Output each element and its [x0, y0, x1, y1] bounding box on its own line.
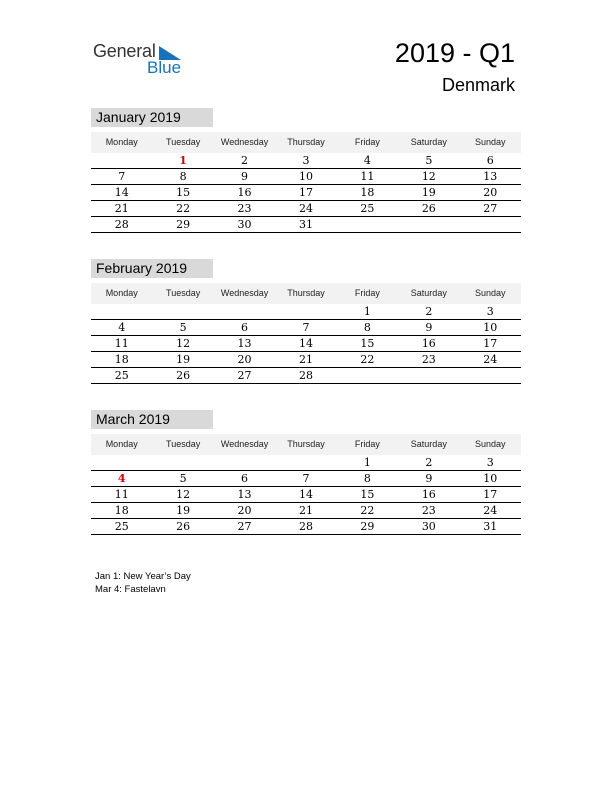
day-cell: 20: [237, 504, 252, 517]
day-cell: 7: [118, 170, 126, 183]
day-cell: 1: [179, 154, 187, 167]
day-cell: 23: [421, 504, 436, 517]
weekday-label: Sunday: [474, 288, 506, 298]
weekday-label: Thursday: [287, 137, 325, 147]
day-cell: 24: [483, 504, 498, 517]
page-title: 2019 - Q1: [394, 38, 515, 68]
day-cell: 13: [483, 170, 498, 183]
day-cell: 30: [237, 218, 252, 231]
day-cell: 18: [360, 186, 375, 199]
day-cell: 14: [114, 186, 129, 199]
weekday-label: Saturday: [410, 439, 447, 449]
weekday-label: Tuesday: [166, 439, 201, 449]
day-cell: 30: [421, 520, 436, 533]
day-cell: 14: [298, 337, 313, 350]
weekday-label: Friday: [354, 439, 380, 449]
day-cell: 10: [298, 170, 313, 183]
holiday-note: Mar 4: Fastelavn: [95, 584, 166, 595]
day-cell: 8: [179, 170, 187, 183]
logo-blue-text: Blue: [147, 58, 182, 77]
generalblue-logo: [93, 41, 193, 79]
day-cell: 29: [176, 218, 191, 231]
day-cell: 19: [421, 186, 436, 199]
day-cell: [460, 368, 521, 383]
day-cell: 25: [360, 202, 375, 215]
day-cell: 26: [421, 202, 436, 215]
weekday-label: Sunday: [474, 439, 506, 449]
month-block: [91, 108, 521, 233]
day-cell: 14: [298, 488, 313, 501]
weekday-label: Saturday: [410, 288, 447, 298]
day-cell: 5: [425, 154, 433, 167]
logo-general-text: General: [93, 41, 156, 61]
day-cell: 4: [363, 154, 371, 167]
day-cell: 22: [360, 504, 375, 517]
day-cell: 12: [176, 488, 191, 501]
week-row: [91, 201, 521, 217]
day-cell: 16: [421, 337, 436, 350]
day-cell: 16: [237, 186, 252, 199]
day-cell: 31: [483, 520, 498, 533]
day-cell: 27: [237, 520, 252, 533]
day-cell: 9: [425, 321, 433, 334]
weekday-label: Friday: [354, 288, 380, 298]
holiday-note: Jan 1: New Year’s Day: [95, 571, 191, 582]
day-cell: 15: [360, 488, 375, 501]
day-cell: 28: [114, 218, 129, 231]
day-cell: 2: [425, 456, 433, 469]
day-cell: 21: [298, 353, 313, 366]
day-cell: 29: [360, 520, 375, 533]
day-cell: 3: [302, 154, 310, 167]
week-row: [91, 336, 521, 352]
weekday-label: Wednesday: [220, 137, 269, 147]
day-cell: 15: [360, 337, 375, 350]
day-cell: 4: [117, 472, 126, 485]
week-row: [91, 471, 521, 487]
week-row: [91, 217, 521, 233]
day-cell: 11: [360, 170, 375, 183]
weekday-label: Thursday: [287, 439, 325, 449]
day-cell: 2: [425, 305, 433, 318]
day-cell: 26: [176, 369, 191, 382]
week-row: [91, 519, 521, 535]
day-cell: 27: [483, 202, 498, 215]
week-row: [91, 169, 521, 185]
day-cell: 17: [298, 186, 313, 199]
day-cell: 17: [483, 337, 498, 350]
day-cell: 8: [363, 321, 371, 334]
day-cell: 13: [237, 337, 252, 350]
weekday-label: Thursday: [287, 288, 325, 298]
weekday-label: Wednesday: [220, 439, 269, 449]
day-cell: 7: [302, 472, 310, 485]
day-cell: 4: [118, 321, 126, 334]
day-cell: 10: [483, 472, 498, 485]
weekday-label: Tuesday: [166, 288, 201, 298]
weekday-header: [91, 434, 521, 455]
day-cell: 24: [483, 353, 498, 366]
month-title: January 2019: [91, 108, 213, 127]
weekday-label: Saturday: [410, 137, 447, 147]
day-cell: 22: [360, 353, 375, 366]
day-cell: 18: [114, 504, 129, 517]
day-cell: 13: [237, 488, 252, 501]
day-cell: [214, 455, 275, 470]
day-cell: 26: [176, 520, 191, 533]
day-cell: 19: [176, 504, 191, 517]
day-cell: 28: [298, 520, 313, 533]
day-cell: 24: [298, 202, 313, 215]
month-title: February 2019: [91, 259, 213, 278]
week-row: [91, 320, 521, 336]
day-cell: [214, 304, 275, 319]
country-name: Denmark: [441, 75, 515, 95]
week-row: [91, 304, 521, 320]
day-cell: 2: [241, 154, 249, 167]
day-cell: 7: [302, 321, 310, 334]
week-row: [91, 487, 521, 503]
day-cell: 17: [483, 488, 498, 501]
day-cell: 21: [114, 202, 129, 215]
week-row: [91, 185, 521, 201]
day-cell: [91, 455, 152, 470]
day-cell: [460, 217, 521, 232]
day-cell: 27: [237, 369, 252, 382]
day-cell: 25: [114, 520, 129, 533]
week-row: [91, 153, 521, 169]
day-cell: 3: [486, 305, 494, 318]
day-cell: [398, 217, 459, 232]
day-cell: 23: [237, 202, 252, 215]
day-cell: 6: [241, 472, 249, 485]
day-cell: 12: [421, 170, 436, 183]
day-cell: 31: [298, 218, 313, 231]
day-cell: 22: [176, 202, 191, 215]
day-cell: 25: [114, 369, 129, 382]
day-cell: 28: [298, 369, 313, 382]
day-cell: 21: [298, 504, 313, 517]
day-cell: 18: [114, 353, 129, 366]
weekday-label: Monday: [105, 137, 138, 147]
week-row: [91, 368, 521, 384]
day-cell: [337, 217, 398, 232]
week-row: [91, 455, 521, 471]
month-block: [91, 410, 521, 535]
day-cell: 1: [363, 305, 371, 318]
day-cell: 16: [421, 488, 436, 501]
day-cell: 20: [237, 353, 252, 366]
week-row: [91, 352, 521, 368]
day-cell: [337, 368, 398, 383]
day-cell: [91, 304, 152, 319]
day-cell: 6: [486, 154, 494, 167]
day-cell: [152, 455, 213, 470]
weekday-label: Monday: [105, 439, 138, 449]
month-block: [91, 259, 521, 384]
day-cell: 11: [114, 337, 129, 350]
month-title: March 2019: [91, 410, 213, 429]
day-cell: [275, 455, 336, 470]
day-cell: 8: [363, 472, 371, 485]
day-cell: 11: [114, 488, 129, 501]
day-cell: [275, 304, 336, 319]
day-cell: [91, 153, 152, 168]
weekday-label: Friday: [354, 137, 380, 147]
day-cell: 10: [483, 321, 498, 334]
day-cell: 9: [425, 472, 433, 485]
weekday-header: [91, 283, 521, 304]
weekday-header: [91, 132, 521, 153]
weekday-label: Tuesday: [166, 137, 201, 147]
day-cell: 3: [486, 456, 494, 469]
day-cell: 6: [241, 321, 249, 334]
week-row: [91, 503, 521, 519]
day-cell: [398, 368, 459, 383]
day-cell: 5: [179, 472, 187, 485]
weekday-label: Monday: [105, 288, 138, 298]
day-cell: 12: [176, 337, 191, 350]
day-cell: 19: [176, 353, 191, 366]
weekday-label: Sunday: [474, 137, 506, 147]
holiday-notes: [95, 570, 191, 596]
day-cell: [152, 304, 213, 319]
day-cell: 9: [241, 170, 249, 183]
day-cell: 23: [421, 353, 436, 366]
day-cell: 1: [363, 456, 371, 469]
day-cell: 5: [179, 321, 187, 334]
day-cell: 20: [483, 186, 498, 199]
weekday-label: Wednesday: [220, 288, 269, 298]
day-cell: 15: [176, 186, 191, 199]
